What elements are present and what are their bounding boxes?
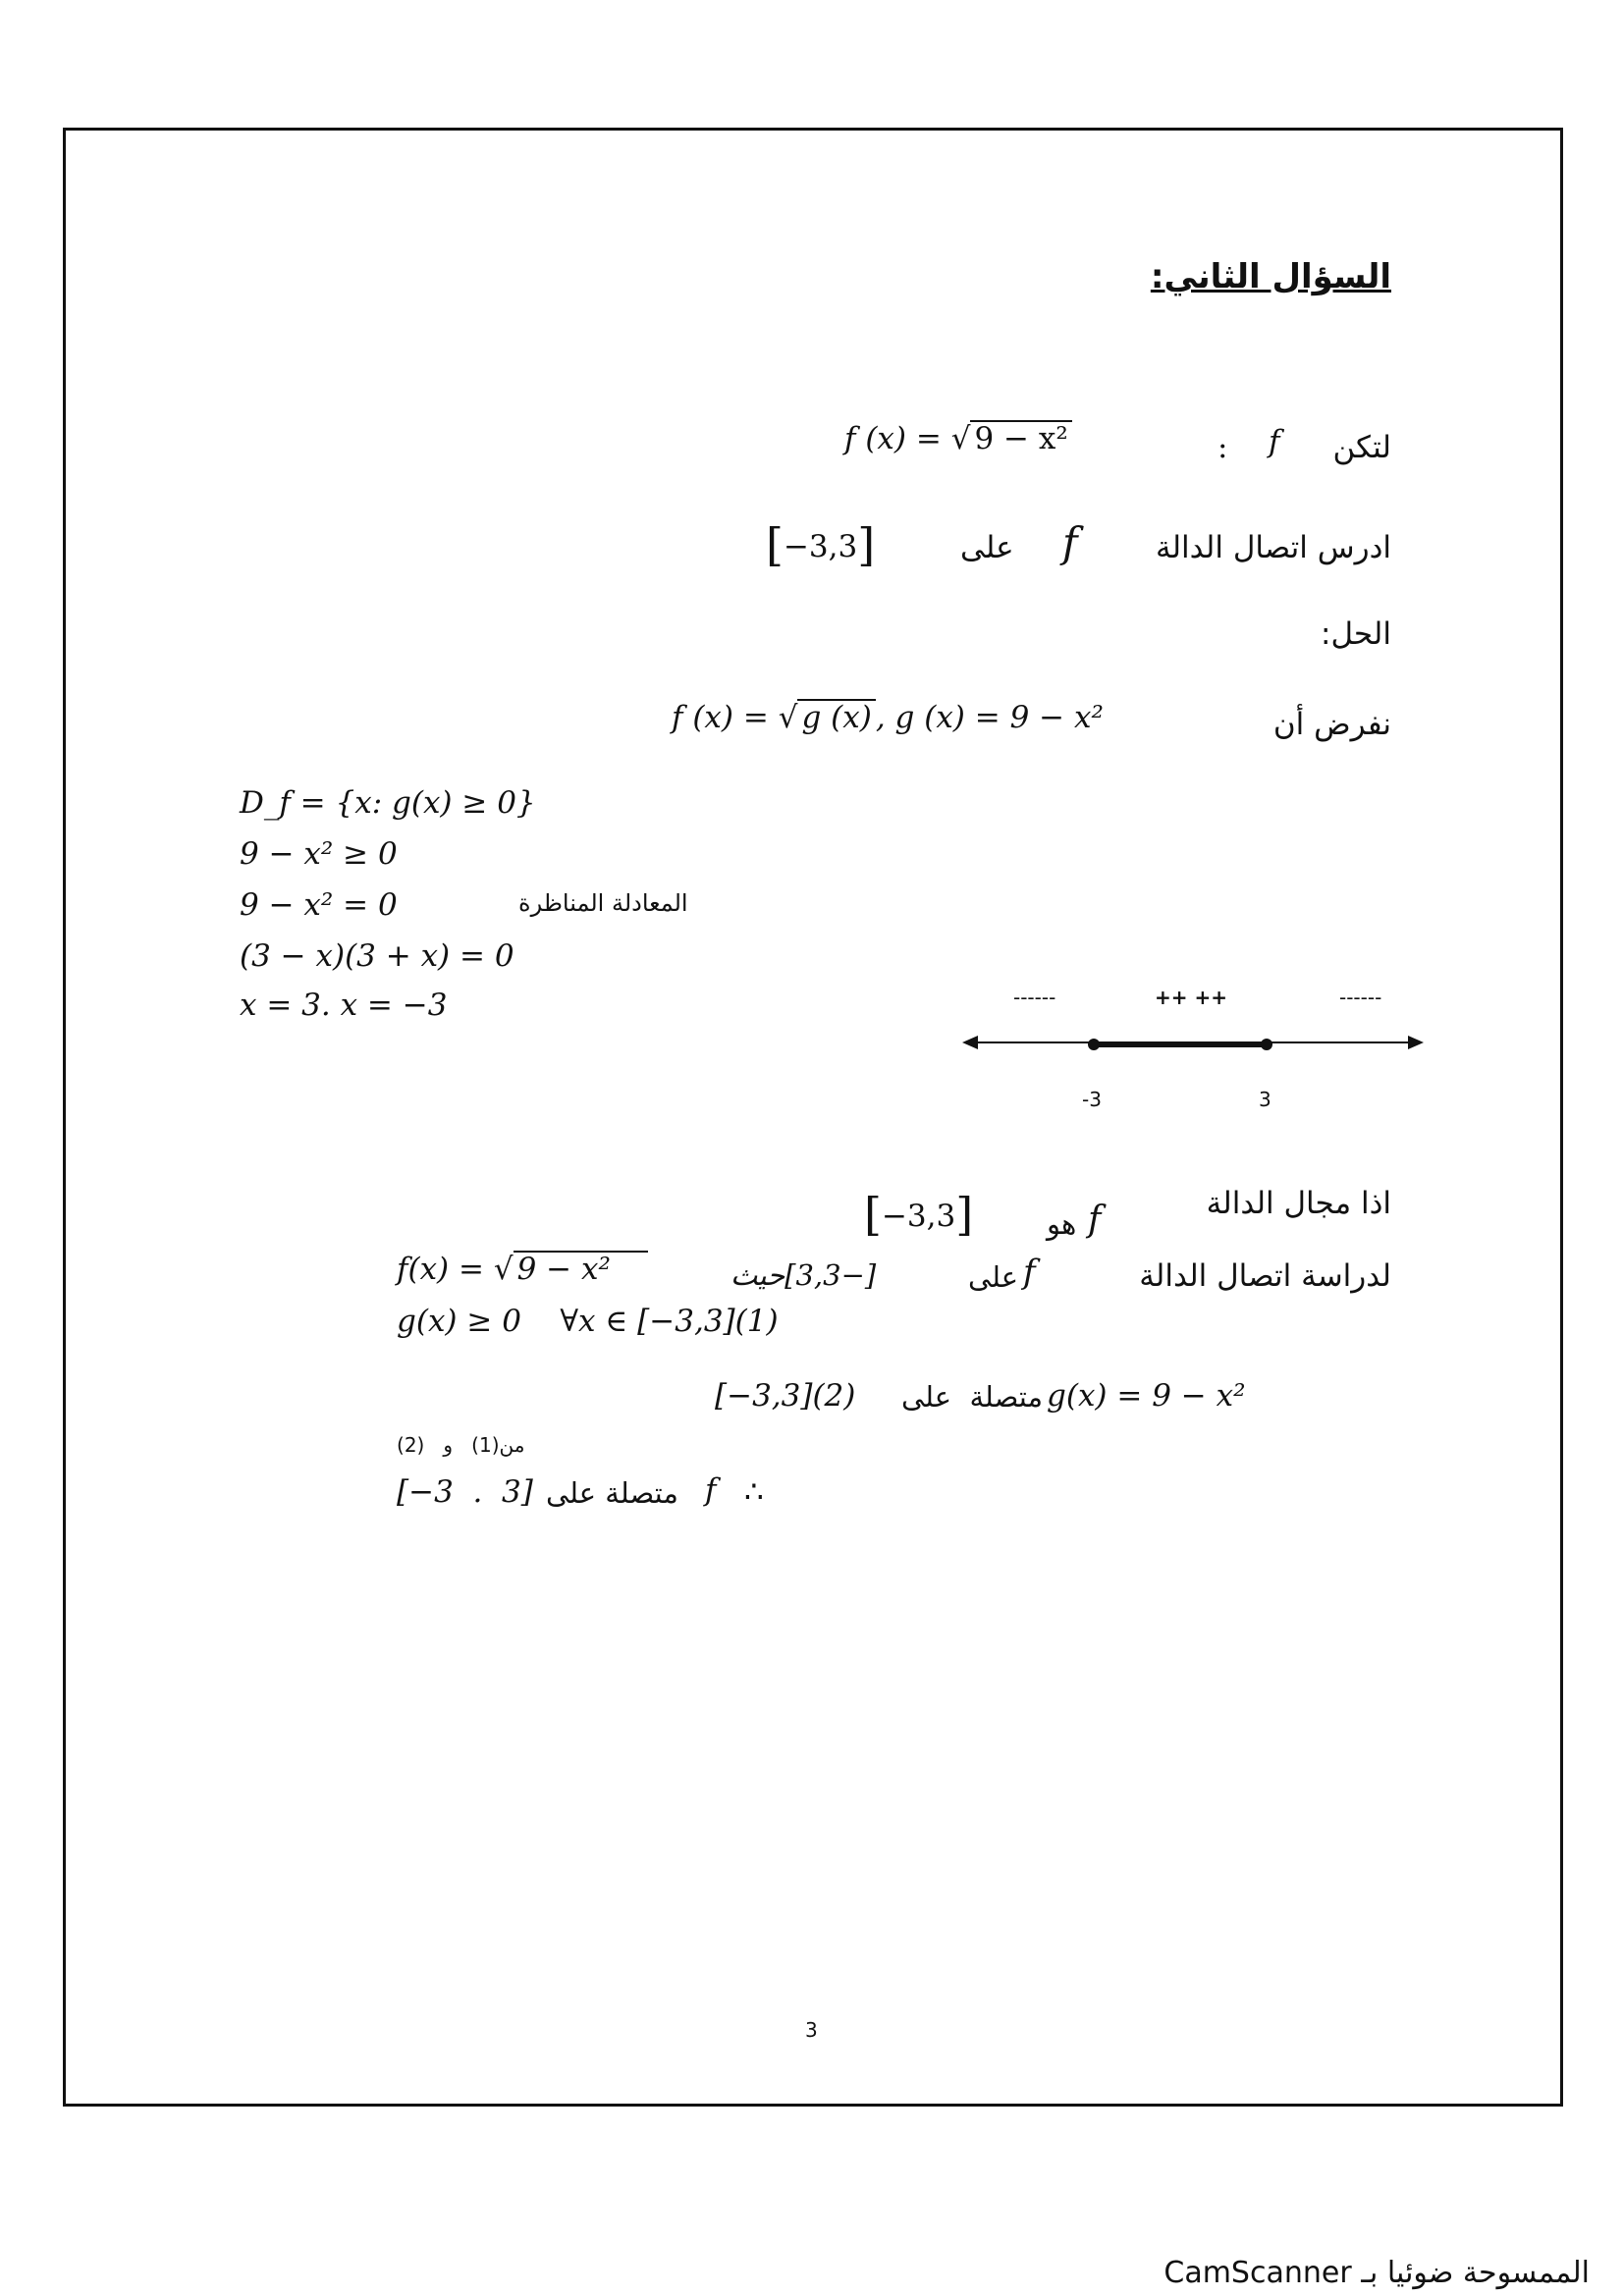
domain-line-3-note: المعادلة المناظرة (518, 889, 688, 917)
point-label-right: 3 (1259, 1088, 1271, 1111)
step-2-formula: g(x) = 9 − x² (1047, 1378, 1246, 1414)
continuity-on: على (968, 1260, 1019, 1294)
step-1: g(x) ≥ 0 ∀x ∈ [−3,3](1) (397, 1304, 779, 1339)
number-line-point-left (1088, 1039, 1100, 1050)
intro-f-definition: f (x) = √ 9 − x² (844, 420, 1072, 456)
task-on: على (960, 530, 1014, 565)
continuity-f-symbol: f (1023, 1253, 1036, 1292)
number-line-right-arrow (1408, 1036, 1424, 1049)
number-line-left-arrow (962, 1036, 978, 1049)
task-interval: [−3,3] (766, 518, 876, 571)
continuity-formula: f(x) = √ 9 − x² (397, 1251, 648, 1287)
conclusion-interval: [−3,3] (864, 1188, 974, 1241)
continuity-formula-radicand: 9 − x² (514, 1251, 648, 1286)
final-therefore: ∴ (744, 1474, 764, 1510)
intro-let-label: لتكن (1332, 430, 1391, 465)
f-def-lhs: f (x) = (844, 421, 942, 456)
assume-lhs: f (x) = (672, 700, 769, 735)
task-interval-value: −3,3 (783, 529, 858, 564)
assume-radicand: g (x) (797, 699, 875, 734)
f-def-radicand: 9 − x² (970, 420, 1071, 455)
sign-middle: ++ ++ (1155, 986, 1227, 1009)
sign-right: ------ (1339, 986, 1382, 1009)
intro-f-symbol: f (1269, 424, 1280, 459)
domain-line-4: (3 − x)(3 + x) = 0 (240, 938, 514, 974)
task-f-symbol: f (1062, 518, 1078, 566)
final-text: متصلة على (546, 1476, 678, 1510)
assume-rhs: , g (x) = 9 − x² (875, 700, 1104, 735)
final-interval: [−3 . 3] (397, 1474, 533, 1510)
from-line: من(1) و (2) (397, 1433, 525, 1457)
page-frame (63, 128, 1563, 2107)
intro-colon: : (1217, 430, 1228, 465)
conclusion-domain-text: اذا مجال الدالة (1206, 1186, 1391, 1221)
page-number: 3 (805, 2018, 818, 2042)
assume-label: نفرض أن (1272, 707, 1391, 742)
step-2-interval: [−3,3](2) (715, 1378, 856, 1414)
sign-left: ------ (1013, 986, 1056, 1009)
task-text: ادرس اتصال الدالة (1155, 530, 1391, 565)
continuity-formula-lhs: f(x) = (397, 1252, 484, 1287)
step-2-text: متصلة على (901, 1380, 1044, 1414)
question-title: السؤال الثاني: (1150, 257, 1391, 296)
domain-line-2: 9 − x² ≥ 0 (240, 836, 398, 872)
number-line-point-right (1261, 1039, 1272, 1050)
conclusion-interval-value: −3,3 (881, 1199, 956, 1234)
conclusion-is: هو (1047, 1207, 1077, 1241)
continuity-text: لدراسة اتصال الدالة (1139, 1258, 1391, 1294)
domain-line-1: D_f = {x: g(x) ≥ 0} (240, 785, 536, 821)
final-f-symbol: f (705, 1472, 717, 1508)
solution-label: الحل: (1321, 616, 1391, 652)
number-line (962, 1021, 1424, 1060)
domain-line-5: x = 3. x = −3 (240, 988, 448, 1023)
assume-formula: f (x) = √ g (x) , g (x) = 9 − x² (672, 700, 1104, 735)
domain-line-3: 9 − x² = 0 (240, 887, 398, 923)
point-label-left: -3 (1082, 1088, 1102, 1111)
conclusion-f-symbol: f (1088, 1200, 1102, 1240)
footer-camscanner: الممسوحة ضوئيا بـ CamScanner (1163, 2256, 1590, 2290)
continuity-interval-where: [−3,3]حيث (730, 1258, 877, 1292)
